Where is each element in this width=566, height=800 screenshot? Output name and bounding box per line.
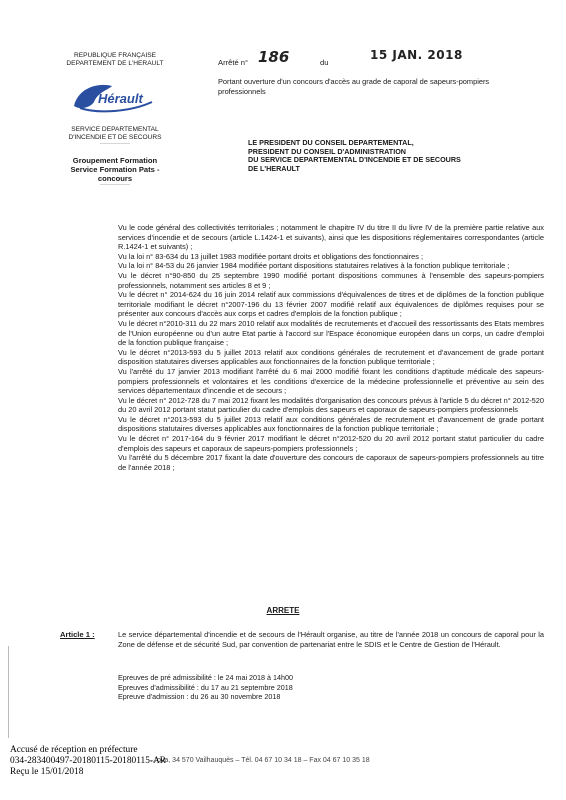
visa-item: Vu le décret n°2013-593 du 5 juillet 2013 relatif aux conditions générales de recrutement et d'avancement de grade portant disposition statutaires diverses applicables aux fonctionnaires de la fonction publique territoriale ; (118, 347, 544, 367)
herault-logo (68, 78, 156, 118)
visa-item: Vu le décret n° 2012-728 du 7 mai 2012 fixant les modalités d'organisation des concours prévus à l'article 5 du décret n° 2012-520 du 20 avril 2012 portant statut particulier du cadre d'emplois des sapeurs et caporaux de sapeurs-pompiers professionnels (118, 395, 544, 415)
epreuves-list (118, 673, 293, 702)
arrete-heading: ARRETE (266, 606, 300, 615)
group-block (40, 156, 190, 188)
group-line: concours (97, 174, 133, 183)
visa-item: Vu le décret n° 2014-624 du 16 juin 2014 relatif aux commissions d'équivalences de titres et de diplômes de la fonction publique territoriale modifiant le décret n°2007-196 du 13 février 2007 modifié relatif aux équivalences de diplômes requises pour se présenter aux concours d'accès aux corps et cadres d'emplois de la fonction publique ; (118, 290, 544, 319)
visa-item: Vu la loi n° 84-53 du 26 janvier 1984 modifiée portant dispositions statutaires relatives à la fonction publique territoriale ; (118, 261, 510, 271)
visa-item: Vu le code général des collectivités territoriales ; notamment le chapitre IV du titre II du livre IV de la première partie relative aux services d'incendie et de secours (article L.1424-1 et suivants), ainsi que les dispositions réglementaires correspondantes (article R.1424-1 et suivants) ; (118, 223, 544, 252)
service-line: SERVICE DEPARTEMENTAL (71, 126, 159, 133)
visa-item: Vu le décret n°90-850 du 25 septembre 1990 modifié portant dispositions communes à l'ensemble des sapeurs-pompiers professionnels, notamment ses articles 8 et 9 ; (118, 270, 544, 290)
president-line: PRESIDENT DU CONSEIL D'ADMINISTRATION (248, 146, 406, 156)
visa-item: Vu le décret n°2010-311 du 22 mars 2010 relatif aux modalités de recrutements et d'accueil des ressortissants des Etats membres de l'Union européenne ou d'un autre Etat partie à l'accord sur l'Espace économique européen dans un corps, un cadre d'emploi de la fonction publique française ; (118, 318, 544, 348)
visa-item: Vu le décret n° 2017-164 du 9 février 2017 modifiant le décret n°2012-520 du 20 avril 2012 portant statut particulier du cadre d'emplois des sapeurs et caporaux de sapeurs-pompiers professionnels ; (118, 434, 544, 453)
visa-item: Vu l'arrêté du 17 janvier 2013 modifiant l'arrêté du 6 mai 2000 modifié fixant les conditions d'aptitude médicale des sapeurs-pompiers professionnels et volontaires et les conditions d'exercice de la médecine professionnelle et préventive au sein des services départementaux d'incendie et de secours ; (118, 366, 544, 396)
president-line: DE L'HERAULT (248, 163, 300, 173)
service-line: D'INCENDIE ET DE SECOURS (68, 134, 162, 141)
dotted-separator: ··············· (100, 182, 130, 188)
article-1-label: Article 1 : (60, 630, 95, 639)
group-line: Groupement Formation (72, 156, 158, 165)
visa-item: Vu la loi n° 83-634 du 13 juillet 1983 modifiée portant droits et obligations des fonctionnaires ; (118, 251, 424, 261)
stamp-line: Reçu le 15/01/2018 (10, 767, 84, 777)
visa-item: Vu le décret n°2013-593 du 5 juillet 2013 relatif aux conditions générales de recrutement et d'avancement de grade portant dispositions statutaires diverses applicables aux fonctionnaires de la fonction publique territoriale ; (118, 414, 544, 434)
epreuve-item: Epreuves d'admissibilité : du 17 au 21 septembre 2018 (118, 682, 293, 692)
logo-text: Hérault (98, 91, 143, 106)
stamp-line: 034-283400497-20180115-20180115-AR (10, 756, 167, 766)
date-stamp: 15 JAN. 2018 (370, 48, 463, 62)
stamp-line: Accusé de réception en préfecture (10, 745, 138, 755)
president-line: DU SERVICE DEPARTEMENTAL D'INCENDIE ET DE SECOURS (248, 155, 461, 165)
president-line: LE PRESIDENT DU CONSEIL DEPARTEMENTAL, (248, 138, 414, 147)
arrete-label: Arrêté n° (218, 58, 249, 67)
republic-line: REPUBLIQUE FRANÇAISE (73, 52, 157, 59)
portant-text: Portant ouverture d'un concours d'accès au grade de caporal de sapeurs-pompiers professionnels (218, 77, 490, 96)
article-1-text: Le service départemental d'incendie et de secours de l'Hérault organise, au titre de l'année 2018 un concours de caporal pour la Zone de défense et de sécurité Sud, par convention de partenariat entre le SDIS et le Centre de Gestion de l'Hérault. (118, 630, 544, 649)
visas-list (118, 223, 544, 472)
republic-header (40, 52, 190, 68)
epreuve-item: Epreuve d'admission : du 26 au 30 novembre 2018 (118, 692, 281, 702)
footer-address: …ova, 34 570 Vailhauquès – Tél. 04 67 10 34 18 – Fax 04 67 10 35 18 (150, 757, 370, 764)
epreuve-item: Epreuves de pré admissibilité : le 24 mai 2018 à 14h00 (118, 673, 294, 682)
service-block (40, 126, 190, 147)
visa-item: Vu l'arrêté du 5 décembre 2017 fixant la date d'ouverture des concours de caporaux de sapeurs-pompiers professionnels au titre de l'année 2018 ; (118, 453, 544, 472)
group-line: Service Formation Pats - (70, 165, 160, 174)
prefecture-stamp (10, 745, 166, 778)
dotted-separator: ··············· (100, 141, 130, 147)
margin-mark (8, 646, 9, 738)
du-label: du (320, 58, 329, 67)
arrete-number: 186 (258, 48, 290, 66)
president-block (248, 139, 528, 173)
department-line: DEPARTEMENT DE L'HERAULT (66, 60, 164, 67)
